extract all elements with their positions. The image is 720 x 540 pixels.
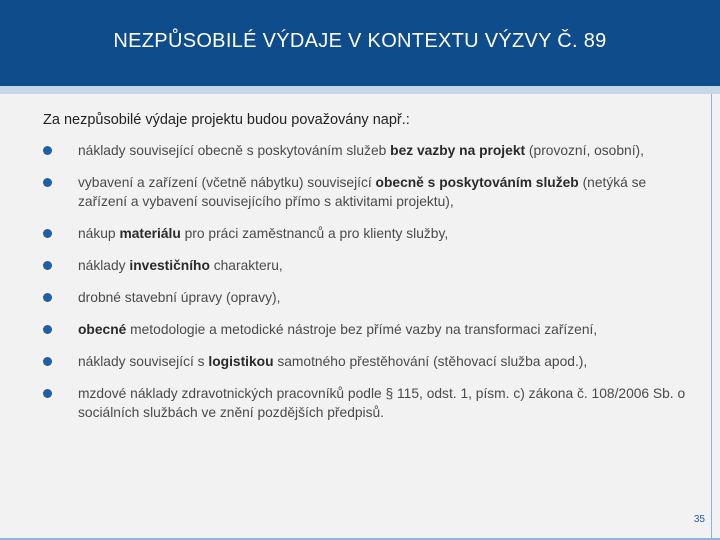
list-item <box>43 384 693 422</box>
list-item <box>43 288 693 307</box>
item-text-bold: bez vazby na projekt <box>390 143 526 158</box>
bullet-dot-icon <box>43 146 52 155</box>
item-text-bold: obecně s poskytováním služeb <box>375 175 579 190</box>
bullet-dot-icon <box>43 325 52 334</box>
bullet-list <box>43 141 693 422</box>
list-item <box>43 320 693 339</box>
item-text-post: charakteru, <box>209 258 283 273</box>
bullet-dot-icon <box>43 389 52 398</box>
intro-text: Za nezpůsobilé výdaje projektu budou považovány např.: <box>43 112 410 128</box>
item-text-pre: náklady související obecně s poskytováním služeb <box>78 143 391 158</box>
bullet-dot-icon <box>43 178 52 187</box>
list-item <box>43 256 693 275</box>
list-item <box>43 141 693 160</box>
slide-title: NEZPŮSOBILÉ VÝDAJE V KONTEXTU VÝZVY Č. 89 <box>113 29 607 52</box>
item-text-pre: mzdové náklady zdravotnických pracovníků podle § 115, odst. 1, písm. c) zákona č. 108/2006 Sb. o sociálních službách ve znění pozdějších předpisů. <box>78 386 686 420</box>
bullet-dot-icon <box>43 261 52 270</box>
bullet-dot-icon <box>43 229 52 238</box>
item-text-pre: vybavení a zařízení (včetně nábytku) související <box>78 175 376 190</box>
item-text-pre: náklady související s <box>78 354 209 369</box>
item-text-bold: investičního <box>129 258 210 273</box>
page-number: 35 <box>693 514 705 525</box>
title-underline-strip <box>0 86 720 94</box>
title-bar <box>0 0 720 86</box>
item-text-pre: náklady <box>78 258 130 273</box>
list-item <box>43 352 693 371</box>
item-text-post: (netýká se zařízení a vybavení souvisejícího přímo s aktivitami projektu), <box>78 175 647 209</box>
item-text-post: samotného přestěhování (stěhovací služba apod.), <box>273 354 588 369</box>
content-area <box>43 112 693 435</box>
item-text-bold: logistikou <box>208 354 274 369</box>
right-border-line <box>711 94 712 540</box>
item-text-bold: materiálu <box>119 226 181 241</box>
item-text-post: metodologie a metodické nástroje bez přímé vazby na transformaci zařízení, <box>126 322 598 337</box>
item-text-pre: drobné stavební úpravy (opravy), <box>78 290 281 305</box>
item-text-post: (provozní, osobní), <box>525 143 644 158</box>
item-text-pre: nákup <box>78 226 120 241</box>
item-text-bold: obecné <box>78 322 127 337</box>
item-text-post: pro práci zaměstnanců a pro klienty služby, <box>180 226 449 241</box>
bullet-dot-icon <box>43 293 52 302</box>
list-item <box>43 224 693 243</box>
list-item <box>43 173 693 211</box>
bullet-dot-icon <box>43 357 52 366</box>
